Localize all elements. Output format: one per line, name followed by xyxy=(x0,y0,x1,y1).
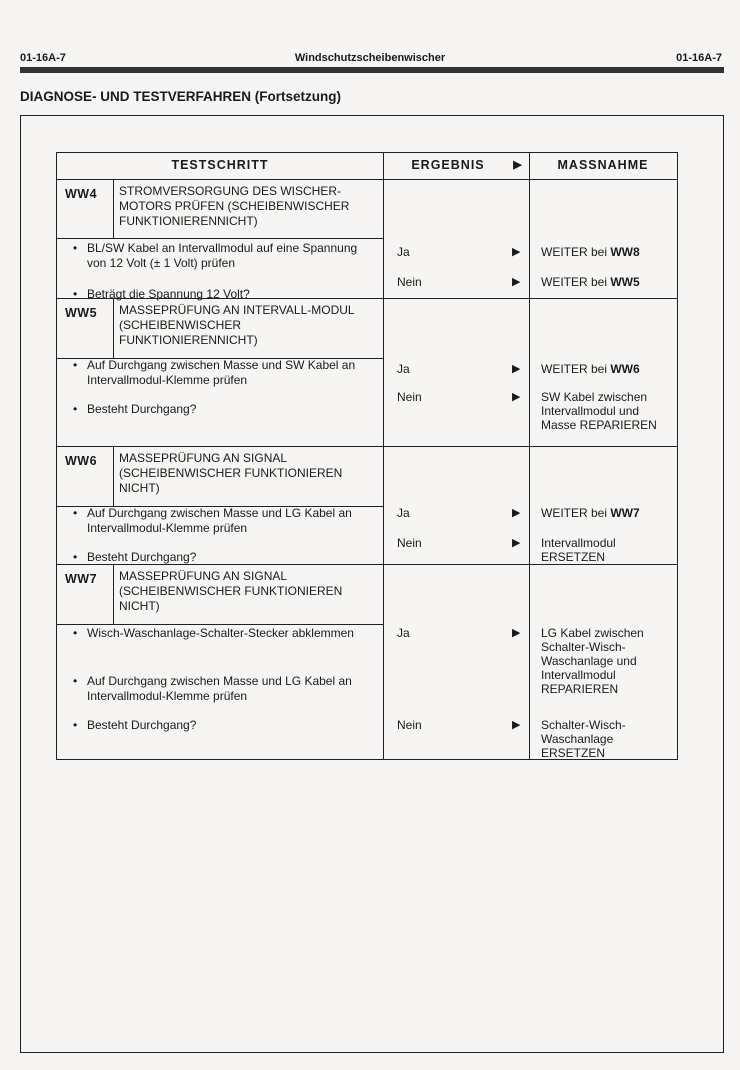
arrow-icon: ▶ xyxy=(513,159,523,171)
action-label: WEITER bei xyxy=(541,275,611,289)
action-step-ref: WW7 xyxy=(610,506,640,520)
diagnostic-table xyxy=(56,152,678,760)
step-instruction: Auf Durchgang zwischen Masse und LG Kabel an Intervallmodul-Klemme prüfen xyxy=(87,674,352,703)
action-label: WEITER bei xyxy=(541,245,611,259)
step-title: MASSEPRÜFUNG AN INTERVALL-MODUL (SCHEIBENWISCHER FUNKTIONIERENNICHT) xyxy=(119,303,355,347)
action-text xyxy=(541,536,671,564)
bullet-dot: • xyxy=(73,358,78,372)
arrow-icon: ▶ xyxy=(512,507,521,519)
arrow-icon: ▶ xyxy=(512,627,521,639)
action-label: WEITER bei xyxy=(541,362,611,376)
page-number-right: 01-16A-7 xyxy=(676,52,722,64)
chapter-title: Windschutzscheibenwischer xyxy=(294,52,446,64)
step-instruction: Wisch-Waschanlage-Schalter-Stecker abklemmen xyxy=(87,626,354,640)
column-header-action: MASSNAHME xyxy=(557,158,649,172)
action-step-ref: WW8 xyxy=(610,245,640,259)
column-header-result: ERGEBNIS xyxy=(411,158,485,172)
action-text xyxy=(541,362,671,376)
step-instruction: Beträgt die Spannung 12 Volt? xyxy=(87,287,250,301)
step-title: MASSEPRÜFUNG AN SIGNAL (SCHEIBENWISCHER FUNKTIONIEREN NICHT) xyxy=(119,569,343,613)
header-rule xyxy=(20,67,724,73)
result-label: Ja xyxy=(397,362,410,376)
step-instruction: Besteht Durchgang? xyxy=(87,550,197,564)
title-divider xyxy=(57,624,383,625)
step-id: WW5 xyxy=(65,306,98,320)
action-label: SW Kabel zwischen Intervallmodul und Masse REPARIEREN xyxy=(541,390,657,432)
row-divider xyxy=(57,298,677,299)
result-label: Ja xyxy=(397,626,410,640)
result-label: Ja xyxy=(397,245,410,259)
action-label: LG Kabel zwischen Schalter-Wisch-Waschanlage und Intervallmodul REPARIEREN xyxy=(541,626,644,696)
result-label: Nein xyxy=(397,390,422,404)
result-label: Ja xyxy=(397,506,410,520)
bullet-dot: • xyxy=(73,287,78,301)
action-text xyxy=(541,718,671,760)
id-divider xyxy=(113,298,114,358)
action-text xyxy=(541,275,671,289)
result-label: Nein xyxy=(397,275,422,289)
column-header-test: TESTSCHRITT xyxy=(171,158,269,172)
action-text xyxy=(541,390,671,432)
bullet-dot: • xyxy=(73,506,78,520)
column-divider xyxy=(529,153,530,759)
id-divider xyxy=(113,179,114,238)
action-step-ref: WW5 xyxy=(610,275,640,289)
id-divider xyxy=(113,446,114,506)
bullet-dot: • xyxy=(73,674,78,688)
row-divider xyxy=(57,179,677,180)
arrow-icon: ▶ xyxy=(512,537,521,549)
row-divider xyxy=(57,446,677,447)
action-step-ref: WW6 xyxy=(610,362,640,376)
action-text xyxy=(541,506,671,520)
result-label: Nein xyxy=(397,536,422,550)
action-label: Schalter-Wisch-Waschanlage ERSETZEN xyxy=(541,718,626,760)
row-divider xyxy=(57,564,677,565)
step-id: WW6 xyxy=(65,454,98,468)
bullet-dot: • xyxy=(73,241,78,255)
action-label: Intervallmodul ERSETZEN xyxy=(541,536,616,564)
bullet-dot: • xyxy=(73,550,78,564)
step-title: MASSEPRÜFUNG AN SIGNAL (SCHEIBENWISCHER FUNKTIONIEREN NICHT) xyxy=(119,451,343,495)
step-id: WW4 xyxy=(65,187,98,201)
arrow-icon: ▶ xyxy=(512,391,521,403)
step-instruction: Auf Durchgang zwischen Masse und SW Kabel an Intervallmodul-Klemme prüfen xyxy=(87,358,356,387)
bullet-dot: • xyxy=(73,402,78,416)
id-divider xyxy=(113,564,114,624)
action-label: WEITER bei xyxy=(541,506,611,520)
bullet-dot: • xyxy=(73,626,78,640)
section-title: DIAGNOSE- UND TESTVERFAHREN (Fortsetzung) xyxy=(20,89,342,104)
column-divider xyxy=(383,153,384,759)
page-number-left: 01-16A-7 xyxy=(20,52,66,64)
arrow-icon: ▶ xyxy=(512,363,521,375)
arrow-icon: ▶ xyxy=(512,246,521,258)
arrow-icon: ▶ xyxy=(512,719,521,731)
arrow-icon: ▶ xyxy=(512,276,521,288)
step-instruction: Auf Durchgang zwischen Masse und LG Kabel an Intervallmodul-Klemme prüfen xyxy=(87,506,352,535)
result-label: Nein xyxy=(397,718,422,732)
step-id: WW7 xyxy=(65,572,98,586)
bullet-dot: • xyxy=(73,718,78,732)
step-instruction: BL/SW Kabel an Intervallmodul auf eine Spannung von 12 Volt (± 1 Volt) prüfen xyxy=(87,241,358,270)
action-text xyxy=(541,626,671,696)
title-divider xyxy=(57,238,383,239)
action-text xyxy=(541,245,671,259)
step-title: STROMVERSORGUNG DES WISCHER-MOTORS PRÜFEN (SCHEIBENWISCHER FUNKTIONIERENNICHT) xyxy=(119,184,350,228)
step-instruction: Besteht Durchgang? xyxy=(87,718,197,732)
step-instruction: Besteht Durchgang? xyxy=(87,402,197,416)
